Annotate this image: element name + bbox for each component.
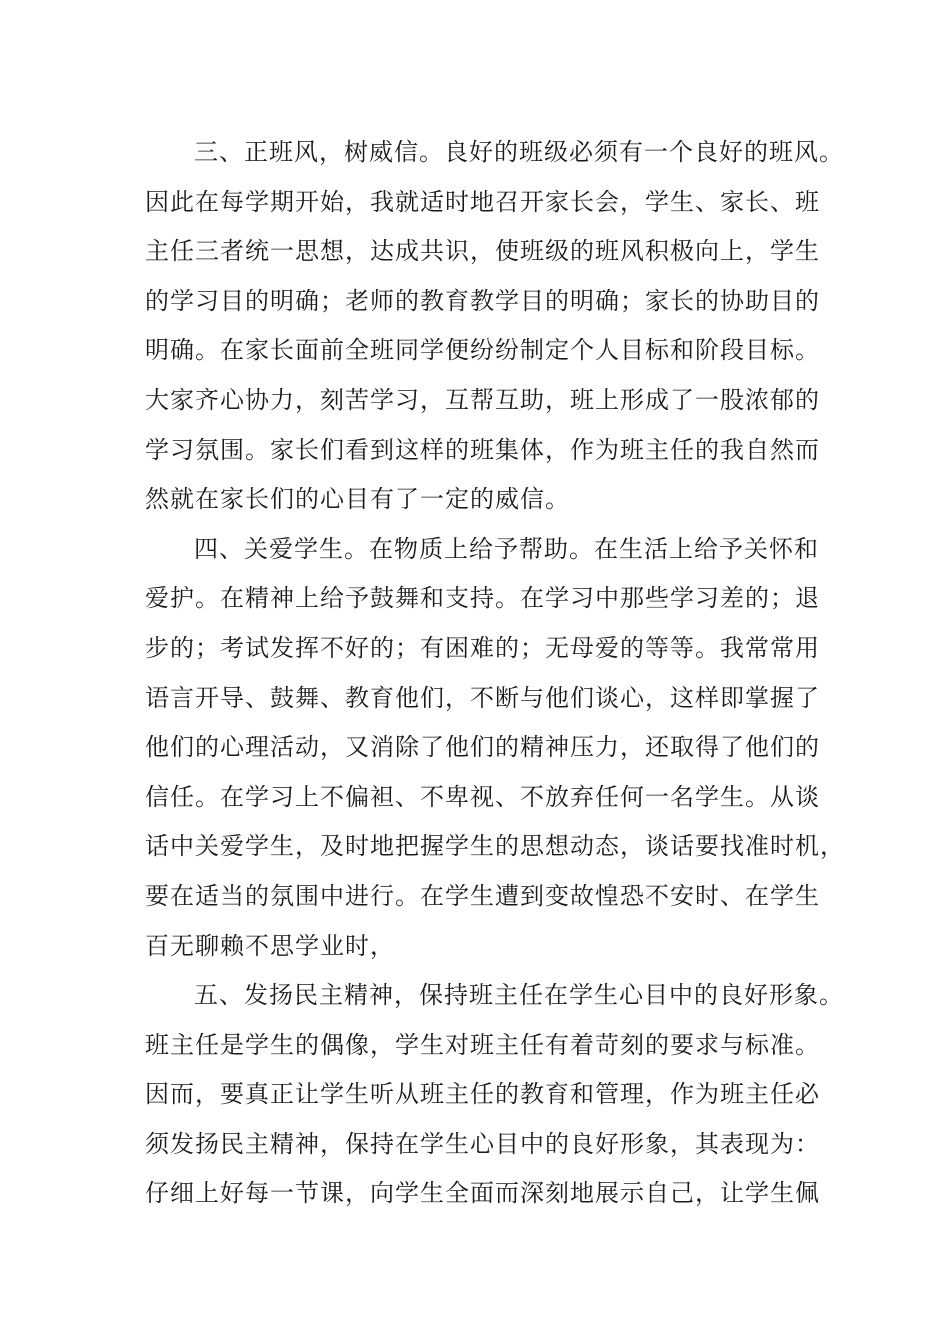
document-body: [145, 128, 845, 1219]
paragraph-line: 学习氛围。家长们看到这样的班集体，作为班主任的我自然而: [145, 435, 820, 464]
paragraph-line: 须发扬民主精神，保持在学生心目中的良好形象，其表现为：: [145, 1129, 820, 1158]
paragraph-line: 三、正班风，树威信。良好的班级必须有一个良好的班风。: [194, 138, 844, 166]
paragraph-line: 他们的心理活动，又消除了他们的精神压力，还取得了他们的: [145, 733, 820, 762]
paragraph-line: 四、关爱学生。在物质上给予帮助。在生活上给予关怀和: [194, 534, 819, 563]
paragraph-line: 因此在每学期开始，我就适时地召开家长会，学生、家长、班: [145, 187, 820, 216]
paragraph-line: 仔细上好每一节课，向学生全面而深刻地展示自己，让学生佩: [145, 1179, 820, 1208]
paragraph-line: 爱护。在精神上给予鼓舞和支持。在学习中那些学习差的；退: [145, 584, 820, 613]
paragraph-line: 步的；考试发挥不好的；有困难的；无母爱的等等。我常常用: [145, 633, 820, 662]
paragraph-line: 大家齐心协力，刻苦学习，互帮互助，班上形成了一股浓郁的: [145, 385, 820, 414]
paragraph-line: 要在适当的氛围中进行。在学生遭到变故惶恐不安时、在学生: [145, 881, 820, 910]
paragraph-line: 然就在家长们的心目有了一定的威信。: [145, 485, 570, 514]
paragraph-line: 话中关爱学生，及时地把握学生的思想动态，谈话要找准时机，: [145, 832, 845, 861]
paragraph-line: 班主任是学生的偶像，学生对班主任有着苛刻的要求与标准。: [145, 1030, 820, 1059]
paragraph-line: 的学习目的明确；老师的教育教学目的明确；家长的协助目的: [145, 286, 820, 315]
paragraph-line: 主任三者统一思想，达成共识，使班级的班风积极向上，学生: [145, 237, 820, 266]
paragraph-line: 语言开导、鼓舞、教育他们，不断与他们谈心，这样即掌握了: [145, 683, 820, 712]
paragraph-line: 因而，要真正让学生听从班主任的教育和管理，作为班主任必: [145, 1080, 820, 1109]
paragraph-line: 信任。在学习上不偏袒、不卑视、不放弃任何一名学生。从谈: [145, 782, 820, 811]
paragraph-line: 明确。在家长面前全班同学便纷纷制定个人目标和阶段目标。: [145, 336, 820, 365]
paragraph-line: 百无聊赖不思学业时，: [145, 931, 395, 960]
paragraph-line: 五、发扬民主精神，保持班主任在学生心目中的良好形象。: [194, 981, 844, 1010]
